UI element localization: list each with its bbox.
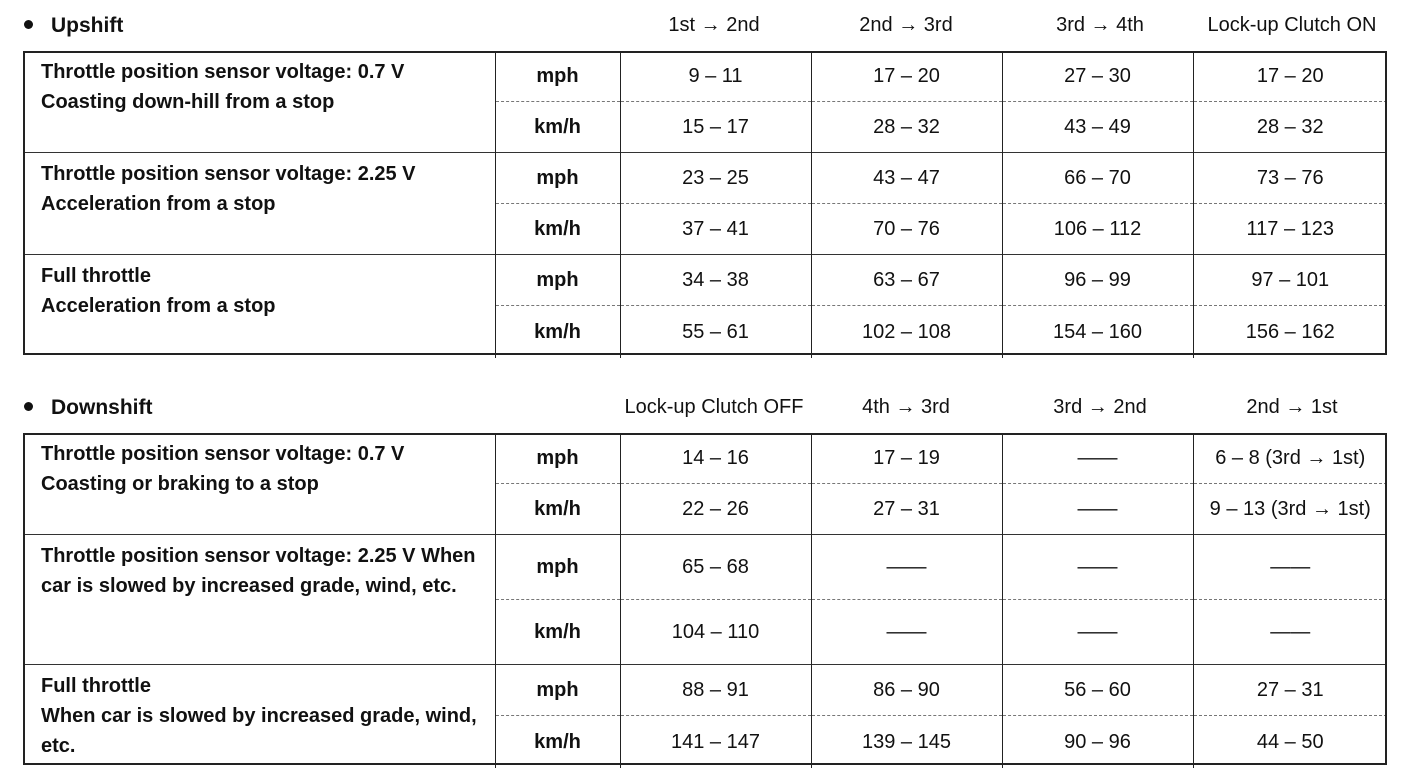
speed-value-cell: 17 – 19	[811, 433, 1002, 484]
speed-value-cell: 9 – 13 (3rd → 1st)	[1193, 484, 1387, 535]
condition-description: Throttle position sensor voltage: 2.25 V When car is slowed by increased grade, wind, etc.	[23, 535, 495, 665]
speed-value-cell: 27 – 30	[1002, 51, 1193, 102]
unit-cell: km/h	[495, 102, 620, 153]
condition-description: Full throttle When car is slowed by increased grade, wind, etc.	[23, 665, 495, 768]
speed-value-cell: 22 – 26	[620, 484, 811, 535]
speed-value-cell: 15 – 17	[620, 102, 811, 153]
upshift-title: Upshift	[51, 14, 123, 37]
speed-value-cell: 139 – 145	[811, 716, 1002, 768]
table-row	[23, 535, 1387, 600]
speed-value-cell: 14 – 16	[620, 433, 811, 484]
downshift-column-header: Lock-up Clutch OFF	[614, 396, 814, 419]
upshift-heading	[24, 14, 123, 38]
downshift-section	[0, 396, 1408, 764]
unit-cell: km/h	[495, 204, 620, 255]
table-row	[23, 153, 1387, 204]
bullet-icon	[24, 402, 33, 411]
unit-cell: km/h	[495, 306, 620, 359]
speed-value-cell: 63 – 67	[811, 255, 1002, 306]
upshift-table	[23, 51, 1387, 358]
speed-value-cell: 6 – 8 (3rd → 1st)	[1193, 433, 1387, 484]
table-row	[23, 665, 1387, 716]
speed-value-cell: ——	[1002, 535, 1193, 600]
speed-value-cell: 56 – 60	[1002, 665, 1193, 716]
speed-value-cell: 55 – 61	[620, 306, 811, 359]
speed-value-cell: 102 – 108	[811, 306, 1002, 359]
speed-value-cell: 65 – 68	[620, 535, 811, 600]
condition-description: Full throttle Acceleration from a stop	[23, 255, 495, 359]
speed-value-cell: 97 – 101	[1193, 255, 1387, 306]
speed-value-cell: ——	[1193, 535, 1387, 600]
speed-value-cell: 86 – 90	[811, 665, 1002, 716]
speed-value-cell: 154 – 160	[1002, 306, 1193, 359]
speed-value-cell: 66 – 70	[1002, 153, 1193, 204]
speed-value-cell: ——	[1002, 433, 1193, 484]
downshift-column-header: 3rd → 2nd	[1000, 396, 1200, 419]
unit-cell: mph	[495, 433, 620, 484]
downshift-column-header: 2nd → 1st	[1192, 396, 1392, 419]
downshift-table	[23, 433, 1387, 768]
upshift-column-header: 3rd → 4th	[1000, 14, 1200, 37]
unit-cell: mph	[495, 535, 620, 600]
speed-value-cell: 73 – 76	[1193, 153, 1387, 204]
unit-cell: mph	[495, 665, 620, 716]
speed-value-cell: 43 – 49	[1002, 102, 1193, 153]
unit-cell: km/h	[495, 484, 620, 535]
speed-value-cell: 88 – 91	[620, 665, 811, 716]
speed-value-cell: 23 – 25	[620, 153, 811, 204]
upshift-column-header: 2nd → 3rd	[806, 14, 1006, 37]
unit-cell: mph	[495, 153, 620, 204]
speed-value-cell: 27 – 31	[1193, 665, 1387, 716]
downshift-column-header: 4th → 3rd	[806, 396, 1006, 419]
upshift-column-header: Lock-up Clutch ON	[1192, 14, 1392, 37]
speed-value-cell: ——	[1002, 600, 1193, 665]
speed-value-cell: ——	[811, 600, 1002, 665]
table-row	[23, 433, 1387, 484]
unit-cell: km/h	[495, 716, 620, 768]
speed-value-cell: ——	[1193, 600, 1387, 665]
speed-value-cell: 34 – 38	[620, 255, 811, 306]
table-row	[23, 51, 1387, 102]
speed-value-cell: 141 – 147	[620, 716, 811, 768]
speed-value-cell: 28 – 32	[1193, 102, 1387, 153]
speed-value-cell: 117 – 123	[1193, 204, 1387, 255]
speed-value-cell: 156 – 162	[1193, 306, 1387, 359]
speed-value-cell: 90 – 96	[1002, 716, 1193, 768]
speed-value-cell: 27 – 31	[811, 484, 1002, 535]
upshift-column-header: 1st → 2nd	[614, 14, 814, 37]
bullet-icon	[24, 20, 33, 29]
speed-value-cell: ——	[1002, 484, 1193, 535]
downshift-heading	[24, 396, 152, 420]
condition-description: Throttle position sensor voltage: 2.25 V Acceleration from a stop	[23, 153, 495, 255]
speed-value-cell: 70 – 76	[811, 204, 1002, 255]
condition-description: Throttle position sensor voltage: 0.7 V Coasting down-hill from a stop	[23, 51, 495, 153]
speed-value-cell: 9 – 11	[620, 51, 811, 102]
upshift-section	[0, 14, 1408, 359]
speed-value-cell: ——	[811, 535, 1002, 600]
table-row	[23, 255, 1387, 306]
speed-value-cell: 106 – 112	[1002, 204, 1193, 255]
unit-cell: mph	[495, 51, 620, 102]
speed-value-cell: 104 – 110	[620, 600, 811, 665]
speed-value-cell: 44 – 50	[1193, 716, 1387, 768]
unit-cell: km/h	[495, 600, 620, 665]
speed-value-cell: 43 – 47	[811, 153, 1002, 204]
unit-cell: mph	[495, 255, 620, 306]
speed-value-cell: 17 – 20	[1193, 51, 1387, 102]
condition-description: Throttle position sensor voltage: 0.7 V Coasting or braking to a stop	[23, 433, 495, 535]
downshift-title: Downshift	[51, 396, 152, 419]
speed-value-cell: 17 – 20	[811, 51, 1002, 102]
speed-value-cell: 28 – 32	[811, 102, 1002, 153]
speed-value-cell: 96 – 99	[1002, 255, 1193, 306]
speed-value-cell: 37 – 41	[620, 204, 811, 255]
